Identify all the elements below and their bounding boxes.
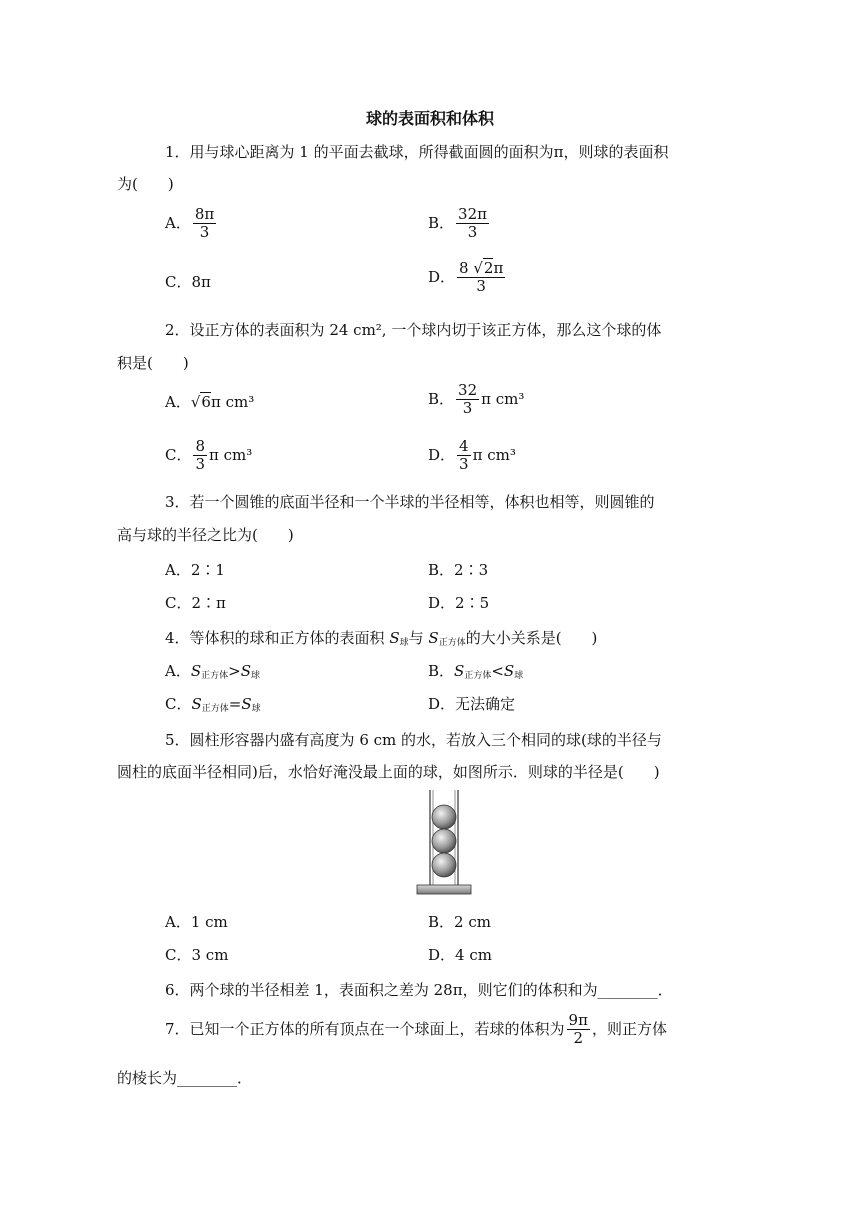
q5-option-b: B．2 cm [428,913,491,931]
question-5-text-cont: 圆柱的底面半径相同)后，水恰好淹没最上面的球，如图所示．则球的半径是( ) [117,763,660,781]
q4-option-a: A．$S_{正方体}>S_球$ [165,662,261,681]
question-3-text-cont: 高与球的半径之比为( ) [117,526,294,544]
q3-option-a: A．2∶1 [165,561,225,579]
q4-option-b: B．$S_{正方体}<S_球$ [428,662,524,681]
q1-option-d: D． $\frac{8 √2\pi}{3}$ [428,259,504,296]
question-1-text: 1．用与球心距离为 1 的平面去截球，所得截面圆的面积为π，则球的表面积 [165,143,669,161]
question-1-text-cont: 为( ) [117,175,174,193]
q2-option-a: A．√6π cm³ [165,393,255,411]
question-3-text: 3．若一个圆锥的底面半径和一个半球的半径相等，体积也相等，则圆锥的 [165,493,655,511]
q3-option-c: C．2∶π [165,594,226,612]
question-2-text: 2．设正方体的表面积为 24 cm², 一个球内切于该正方体，那么这个球的体 [165,321,662,339]
q2-option-c: C． $\frac{8}{3}$ π cm³ [165,437,253,474]
q5-option-a: A．1 cm [165,913,228,931]
sphere-middle [432,829,456,853]
question-6-text: 6．两个球的半径相差 1，表面积之差为 28π，则它们的体积和为________． [165,981,673,999]
sphere-top [432,805,456,829]
q4-option-d: D．无法确定 [428,695,516,713]
page-title: 球的表面积和体积 [365,109,494,128]
question-4-text: 4．等体积的球和正方体的表面积 $S_球$与 $S_{正方体}$的大小关系是( ) [165,629,598,648]
q5-option-d: D．4 cm [428,946,492,964]
question-7-text-cont: 的棱长为________． [117,1069,253,1087]
q1-option-b: B． $\frac{32\pi}{3}$ [428,205,487,242]
q4-option-c: C．$S_{正方体}=S_球$ [165,695,261,714]
q5-option-c: C．3 cm [165,946,229,964]
q2-option-d: D． $\frac{4}{3}$ π cm³ [428,437,516,474]
q1-option-c: C．8π [165,273,211,291]
question-2-text-cont: 积是( ) [117,354,189,372]
sphere-bottom [432,853,456,877]
q3-option-d: D．2∶5 [428,594,490,612]
q2-option-b: B． $\frac{32}{3}$ π cm³ [428,381,525,418]
q1-option-a: A． $\frac{8\pi}{3}$ [165,205,215,242]
question-7-text: 7．已知一个正方体的所有顶点在一个球面上，若球的体积为 $\frac{9\pi}{2}$ ，则正方体 [165,1011,667,1048]
cylinder-spheres-figure [414,788,474,898]
q3-option-b: B．2∶3 [428,561,489,579]
question-5-text: 5．圆柱形容器内盛有高度为 6 cm 的水，若放入三个相同的球(球的半径与 [165,731,662,749]
cylinder-base [417,885,471,894]
